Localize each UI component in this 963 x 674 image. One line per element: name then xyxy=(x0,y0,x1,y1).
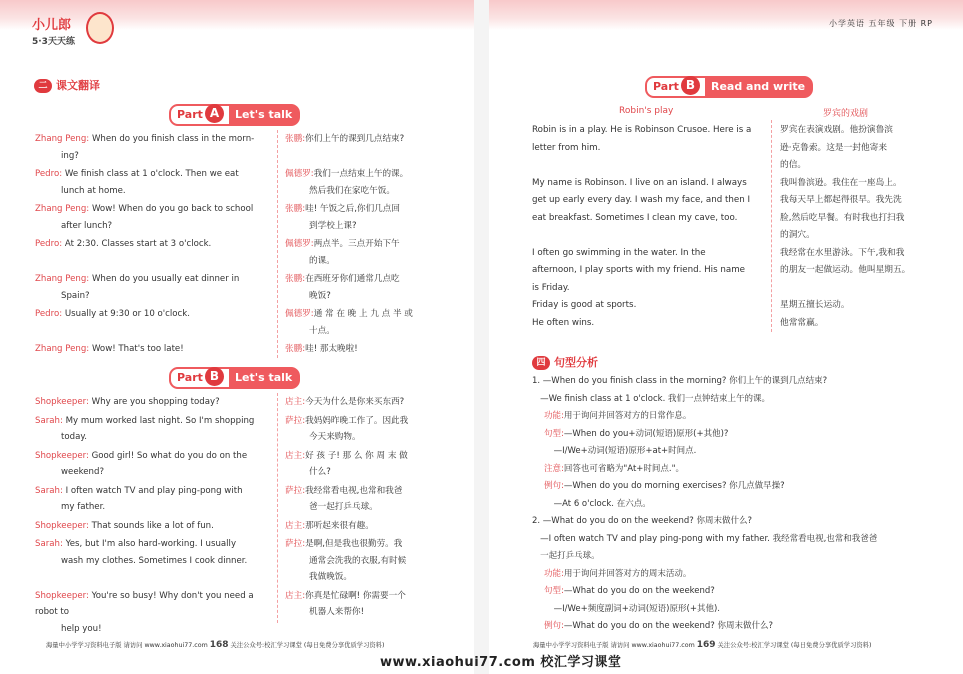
dialogue-text: after lunch? xyxy=(61,220,113,231)
logo-name: 小儿郎 xyxy=(32,18,72,33)
translation-text: 在西班牙你们通常几点吃 xyxy=(305,274,400,284)
page-gutter xyxy=(474,0,489,674)
dialogue-line xyxy=(35,518,267,535)
story-line-en: afternoon, I play sports with my friend. His name xyxy=(532,265,746,275)
translation-line xyxy=(285,518,433,535)
story-line-zh: 他常常赢。 xyxy=(780,317,824,328)
story-line-zh: 的朋友一起做运动。他叫星期五。 xyxy=(780,265,911,275)
part-title: Let's talk xyxy=(229,367,300,389)
speaker-name-zh: 佩德罗: xyxy=(285,239,314,249)
dialogue-b-chinese xyxy=(285,394,433,623)
analysis-label: 句型: xyxy=(544,586,564,596)
story-line-en xyxy=(532,157,764,175)
analysis-line xyxy=(532,566,942,584)
translation-text: 两点半。三点开始下午 xyxy=(313,239,400,249)
section-title-text: 课文翻译 xyxy=(56,79,100,92)
speaker-name: Sarah: xyxy=(35,539,63,549)
story-line-zh: 我经常在水里游泳。下午,我和我 xyxy=(780,247,905,258)
translation-text: 今天来购物。 xyxy=(309,432,361,442)
dialogue-turn-en xyxy=(35,518,267,535)
footer-text: 海量中小学学习资料电子版 请访问 www.xiaohui77.com xyxy=(533,642,695,649)
story-line-en: My name is Robinson. I live on an island. I always xyxy=(532,177,747,188)
analysis-text: 回答也可省略为"At+时间点."。 xyxy=(563,463,685,474)
analysis-label: 注意: xyxy=(544,463,564,474)
translation-text: 机器人来帮你! xyxy=(309,607,365,617)
column-divider xyxy=(277,130,278,358)
analysis-text: —What do you do on the weekend? xyxy=(563,586,715,596)
story-line-zh: 罗宾在表演戏剧。他扮演鲁滨 xyxy=(780,125,893,135)
dialogue-line xyxy=(35,288,267,305)
dialogue-line xyxy=(35,341,267,358)
translation-text: 爸一起打乒乓球。 xyxy=(309,502,378,512)
translation-text: 我经常看电视,也常和我爸 xyxy=(305,485,403,496)
dialogue-turn-zh xyxy=(285,518,433,535)
dialogue-text: wash my clothes. Sometimes I cook dinner. xyxy=(61,555,248,566)
story-line-en: letter from him. xyxy=(532,142,601,153)
dialogue-turn-zh xyxy=(285,536,433,586)
logo-series: 5·3天天练 xyxy=(32,37,75,47)
translation-line xyxy=(285,131,433,148)
translation-line xyxy=(285,429,433,446)
dialogue-line xyxy=(35,394,267,411)
analysis-text: —When do you+动词(短语)原形(+其他)? xyxy=(563,428,729,439)
dialogue-turn-zh xyxy=(285,394,433,411)
translation-line xyxy=(285,604,433,621)
dialogue-line xyxy=(35,236,267,253)
dialogue-line xyxy=(35,131,267,148)
translation-text: 哇! 那太晚啦! xyxy=(305,344,358,354)
translation-line xyxy=(285,218,433,235)
dialogue-line xyxy=(35,166,267,183)
analysis-label: 功能: xyxy=(544,568,564,579)
dialogue-turn-zh xyxy=(285,236,433,269)
translation-text: 是啊,但是我也很勤劳。我 xyxy=(305,539,403,549)
column-divider xyxy=(277,393,278,623)
dialogue-turn-zh xyxy=(285,341,433,358)
translation-text: 我们一点结束上午的课。 xyxy=(313,169,409,179)
dialogue-turn-en xyxy=(35,131,267,164)
translation-line xyxy=(285,448,433,465)
story-title-zh: 罗宾的戏剧 xyxy=(823,109,869,119)
sentence-analysis xyxy=(532,373,942,636)
translation-line xyxy=(285,553,433,570)
dialogue-turn-en xyxy=(35,394,267,411)
dialogue-turn-zh xyxy=(285,201,433,234)
story-title-en: Robin's play xyxy=(619,106,674,116)
dialogue-line xyxy=(35,588,267,621)
analysis-label: 句型: xyxy=(544,428,564,439)
translation-text: 好 孩 子! 那 么 你 周 末 做 xyxy=(305,450,408,461)
speaker-name-zh: 萨拉: xyxy=(285,539,306,549)
dialogue-turn-zh xyxy=(285,413,433,446)
speaker-name: Shopkeeper: xyxy=(35,450,89,461)
translation-text: 什么? xyxy=(309,467,331,477)
dialogue-text: We finish class at 1 o'clock. Then we eat xyxy=(64,169,239,179)
analysis-line xyxy=(532,443,942,461)
translation-line xyxy=(285,148,433,165)
dialogue-line xyxy=(35,253,267,270)
analysis-label: 例句: xyxy=(544,621,564,631)
dialogue-text: Yes, but I'm also hard-working. I usually xyxy=(65,539,237,549)
footer xyxy=(533,640,871,650)
section-number-badge: 二 xyxy=(34,79,52,93)
part-letter: B xyxy=(205,367,224,386)
dialogue-text: my father. xyxy=(61,502,106,512)
story-line-en: get up early every day. I wash my face, and then I xyxy=(532,195,751,205)
speaker-name-zh: 店主: xyxy=(285,450,306,461)
story-line-en: Friday is good at sports. xyxy=(532,300,637,310)
translation-text: 你们上午的课到几点结束? xyxy=(305,134,405,144)
dialogue-text: Why are you shopping today? xyxy=(91,397,220,407)
story-line-zh xyxy=(780,280,940,298)
translation-text: 我妈妈昨晚工作了。因此我 xyxy=(305,415,409,426)
translation-text: 你真是忙碌啊! 你需要一个 xyxy=(305,590,406,601)
book-header: 小学英语 五年级 下册 RP xyxy=(828,19,933,28)
translation-line xyxy=(285,306,433,323)
dialogue-text: You're so busy! Why don't you need a robot to xyxy=(35,590,254,617)
dialogue-line xyxy=(35,483,267,500)
story-line-en xyxy=(532,227,764,245)
dialogue-line xyxy=(35,464,267,481)
story-line-zh: 我每天早上都起得很早。我先洗 xyxy=(780,195,902,205)
part-b-banner xyxy=(169,367,300,389)
dialogue-turn-zh xyxy=(285,483,433,516)
analysis-text: 用于询问并回答对方的周末活动。 xyxy=(563,568,692,579)
analysis-text: —What do you do on the weekend? 你周末做什么? xyxy=(563,621,774,631)
translation-line xyxy=(285,394,433,411)
speaker-name-zh: 佩德罗: xyxy=(285,309,314,319)
translation-line xyxy=(285,236,433,253)
speaker-name: Zhang Peng: xyxy=(35,344,90,354)
dialogue-line xyxy=(35,413,267,430)
speaker-name-zh: 店主: xyxy=(285,590,306,601)
left-page xyxy=(0,0,474,648)
analysis-line xyxy=(532,583,942,601)
translation-line xyxy=(285,464,433,481)
analysis-text: 一起打乒乓球。 xyxy=(532,551,600,561)
translation-text: 通常会洗我的衣服,有时候 xyxy=(309,555,407,566)
dialogue-turn-en xyxy=(35,306,267,339)
story-line-zh: 我叫鲁滨逊。我住在一座岛上。 xyxy=(780,177,902,188)
story-line-zh: 的洞穴。 xyxy=(780,230,815,240)
analysis-label: 功能: xyxy=(544,411,564,421)
footer-text: 关注公众号:校汇学习课堂 (每日免费分享优质学习资料) xyxy=(230,642,385,648)
dialogue-text: Wow! That's too late! xyxy=(91,344,184,354)
dialogue-text: That sounds like a lot of fun. xyxy=(91,520,214,531)
dialogue-turn-en xyxy=(35,588,267,638)
dialogue-text: Good girl! So what do you do on the xyxy=(91,450,248,461)
analysis-text: —I often watch TV and play ping-pong with my father. 我经常看电视,也常和我爸爸 xyxy=(532,533,878,544)
dialogue-line xyxy=(35,536,267,553)
dialogue-a-english xyxy=(35,131,267,360)
dialogue-line xyxy=(35,448,267,465)
page-number: 168 xyxy=(209,640,229,648)
translation-line xyxy=(285,183,433,200)
dialogue-turn-en xyxy=(35,413,267,446)
part-title: Let's talk xyxy=(229,104,300,126)
analysis-text: —When do you do morning exercises? 你几点做早操? xyxy=(563,481,785,491)
story-line-zh: 脸,然后吃早餐。有时我也打扫我 xyxy=(780,212,905,223)
speaker-name-zh: 张鹏: xyxy=(285,134,306,144)
translation-text: 哇! 午饭之后,你们几点回 xyxy=(305,204,400,214)
speaker-name: Pedro: xyxy=(35,169,63,179)
dialogue-text: At 2:30. Classes start at 3 o'clock. xyxy=(64,239,212,249)
translation-line xyxy=(285,499,433,516)
dialogue-line xyxy=(35,429,267,446)
dialogue-text: Spain? xyxy=(61,290,90,301)
translation-text: 的课。 xyxy=(309,255,335,266)
speaker-name: Sarah: xyxy=(35,415,63,426)
footer-text: 海量中小学学习资料电子版 请访问 www.xiaohui77.com xyxy=(46,642,208,648)
section-title xyxy=(34,77,100,93)
translation-line xyxy=(285,271,433,288)
translation-line xyxy=(285,323,433,340)
translation-line xyxy=(285,341,433,358)
part-word: Part xyxy=(177,371,203,384)
speaker-name: Shopkeeper: xyxy=(35,590,89,601)
dialogue-turn-zh xyxy=(285,306,433,339)
section-title-text: 句型分析 xyxy=(554,356,598,369)
story-line-en: eat breakfast. Sometimes I clean my cave, too. xyxy=(532,212,738,223)
analysis-text: 2. —What do you do on the weekend? 你周末做什么? xyxy=(532,516,752,526)
logo xyxy=(32,14,75,47)
story-line-en: I often go swimming in the water. In the xyxy=(532,247,706,258)
dialogue-line xyxy=(35,183,267,200)
translation-text: 通 常 在 晚 上 九 点 半 或 xyxy=(313,309,413,319)
dialogue-text: ing? xyxy=(61,150,79,161)
dialogue-turn-zh xyxy=(285,588,433,621)
speaker-name: Zhang Peng: xyxy=(35,274,90,284)
analysis-line xyxy=(532,391,942,409)
translation-text: 到学校上课? xyxy=(309,220,357,231)
part-title: Read and write xyxy=(705,76,813,98)
analysis-line xyxy=(532,373,942,391)
speaker-name: Shopkeeper: xyxy=(35,397,89,407)
analysis-line xyxy=(532,408,942,426)
dialogue-text: today. xyxy=(61,432,87,442)
dialogue-line xyxy=(35,218,267,235)
dialogue-turn-zh xyxy=(285,271,433,304)
analysis-text: 用于询问并回答对方的日常作息。 xyxy=(563,411,692,421)
speaker-name: Pedro: xyxy=(35,239,63,249)
speaker-name-zh: 萨拉: xyxy=(285,415,306,426)
analysis-line xyxy=(532,618,942,636)
dialogue-line xyxy=(35,621,267,638)
section-number-badge: 四 xyxy=(532,356,550,370)
translation-text: 今天为什么是你来买东西? xyxy=(305,397,405,407)
part-letter: A xyxy=(205,104,224,123)
speaker-name-zh: 店主: xyxy=(285,397,306,407)
dialogue-turn-en xyxy=(35,201,267,234)
speaker-name: Zhang Peng: xyxy=(35,134,90,144)
speaker-name: Pedro: xyxy=(35,309,63,319)
translation-line xyxy=(285,536,433,553)
analysis-text: —I/We+动词(短语)原形+at+时间点. xyxy=(532,446,697,456)
dialogue-turn-en xyxy=(35,536,267,586)
dialogue-line xyxy=(35,323,267,340)
dialogue-text: Usually at 9:30 or 10 o'clock. xyxy=(64,309,190,319)
dialogue-text: weekend? xyxy=(61,467,105,477)
story-chinese xyxy=(780,122,940,332)
speaker-name: Shopkeeper: xyxy=(35,520,89,531)
footer xyxy=(46,640,384,648)
dialogue-turn-en xyxy=(35,341,267,358)
dialogue-line xyxy=(35,306,267,323)
analysis-line xyxy=(532,496,942,514)
dialogue-line xyxy=(35,201,267,218)
translation-line xyxy=(285,166,433,183)
dialogue-line xyxy=(35,499,267,516)
story-line-zh: 星期五擅长运动。 xyxy=(780,300,850,310)
watermark: www.xiaohui77.com 校汇学习课堂 xyxy=(380,655,622,670)
dialogue-turn-en xyxy=(35,483,267,516)
section-title xyxy=(532,354,598,370)
dialogue-a-chinese xyxy=(285,131,433,360)
dialogue-turn-en xyxy=(35,448,267,481)
translation-text: 那听起来很有趣。 xyxy=(305,520,374,531)
story-line-zh: 逊·克鲁索。这是一封他寄来 xyxy=(780,142,888,153)
dialogue-text: My mum worked last night. So I'm shopping xyxy=(65,415,255,426)
analysis-line xyxy=(532,461,942,479)
speaker-name-zh: 佩德罗: xyxy=(285,169,314,179)
analysis-line xyxy=(532,531,942,549)
analysis-line xyxy=(532,601,942,619)
dialogue-line xyxy=(35,148,267,165)
page-number: 169 xyxy=(696,640,716,650)
translation-line xyxy=(285,483,433,500)
dialogue-line xyxy=(35,553,267,570)
speaker-name: Sarah: xyxy=(35,485,63,496)
analysis-line xyxy=(532,548,942,566)
story-english xyxy=(532,122,764,332)
translation-line xyxy=(285,588,433,605)
analysis-text: —At 6 o'clock. 在六点。 xyxy=(532,498,651,509)
speaker-name-zh: 张鹏: xyxy=(285,344,306,354)
speaker-name-zh: 张鹏: xyxy=(285,274,306,284)
translation-line xyxy=(285,569,433,586)
dialogue-line xyxy=(35,271,267,288)
column-divider xyxy=(771,120,772,332)
translation-text: 晚饭? xyxy=(309,290,331,301)
dialogue-text: help you! xyxy=(61,623,102,634)
dialogue-text: Wow! When do you go back to school xyxy=(91,204,254,214)
part-b-banner xyxy=(645,76,813,98)
translation-text: 十点。 xyxy=(309,325,335,336)
dialogue-text: I often watch TV and play ping-pong with xyxy=(65,485,243,496)
dialogue-b-english xyxy=(35,394,267,639)
speaker-name-zh: 萨拉: xyxy=(285,485,306,496)
translation-line xyxy=(285,253,433,270)
footer-text: 关注公众号:校汇学习课堂 (每日免费分享优质学习资料) xyxy=(717,642,872,649)
analysis-label: 例句: xyxy=(544,481,564,491)
story-line-en: He often wins. xyxy=(532,317,595,328)
dialogue-turn-en xyxy=(35,271,267,304)
translation-text: 然后我们在家吃午饭。 xyxy=(309,185,395,196)
analysis-line xyxy=(532,478,942,496)
story-line-en: is Friday. xyxy=(532,282,570,293)
dialogue-turn-zh xyxy=(285,448,433,481)
story-line-zh: 的信。 xyxy=(780,160,807,170)
dialogue-text: When do you usually eat dinner in xyxy=(91,274,240,284)
part-a-banner xyxy=(169,104,300,126)
dialogue-turn-en xyxy=(35,166,267,199)
analysis-text: —We finish class at 1 o'clock. 我们一点钟结束上午的课。 xyxy=(532,393,770,404)
speaker-name-zh: 店主: xyxy=(285,520,306,531)
part-word: Part xyxy=(177,108,203,121)
mascot-icon xyxy=(86,12,114,44)
speaker-name-zh: 张鹏: xyxy=(285,204,306,214)
translation-line xyxy=(285,413,433,430)
part-word: Part xyxy=(653,80,679,93)
dialogue-turn-zh xyxy=(285,166,433,199)
analysis-line xyxy=(532,513,942,531)
part-letter: B xyxy=(681,76,700,95)
translation-line xyxy=(285,201,433,218)
dialogue-turn-zh xyxy=(285,131,433,164)
dialogue-text: When do you finish class in the morn- xyxy=(91,134,255,144)
analysis-line xyxy=(532,426,942,444)
analysis-text: —I/We+频度副词+动词(短语)原形(+其他). xyxy=(532,603,720,614)
dialogue-turn-en xyxy=(35,236,267,269)
dialogue-line xyxy=(35,569,267,586)
story-line-en: Robin is in a play. He is Robinson Crusoe. Here is a xyxy=(532,125,752,135)
translation-text: 我做晚饭。 xyxy=(309,572,352,582)
analysis-text: 1. —When do you finish class in the morning? 你们上午的课到几点结束? xyxy=(532,376,828,386)
speaker-name: Zhang Peng: xyxy=(35,204,90,214)
translation-line xyxy=(285,288,433,305)
dialogue-text: lunch at home. xyxy=(61,185,126,196)
